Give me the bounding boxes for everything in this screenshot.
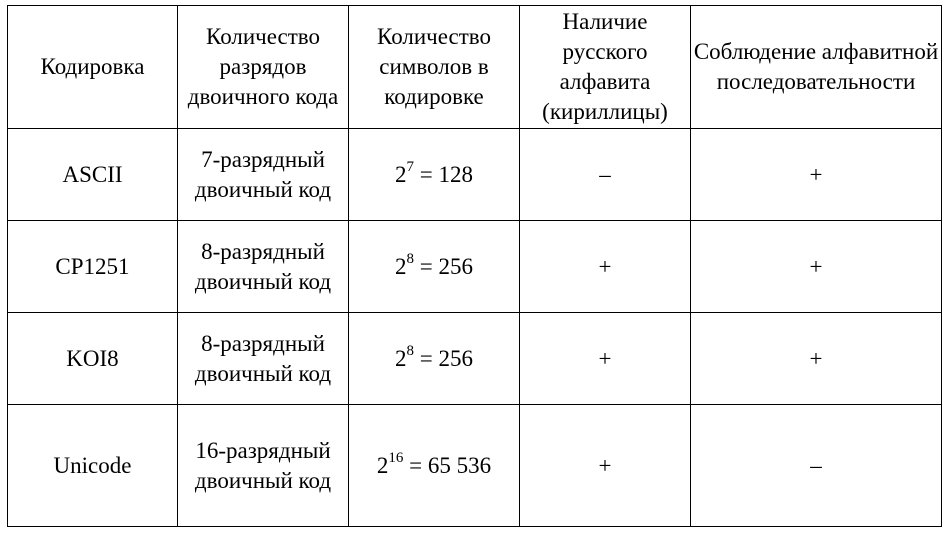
power-expression xyxy=(395,158,473,187)
cell-alphabet-order: – xyxy=(691,405,942,527)
power-exponent: 8 xyxy=(406,250,414,267)
cell-alphabet-order: + xyxy=(691,221,942,313)
power-base: 2 xyxy=(395,161,407,187)
cell-bits: 8-разрядный двоичный код xyxy=(178,221,349,313)
power-exponent: 7 xyxy=(406,158,414,175)
cell-bits-text: 16-разрядный двоичный код xyxy=(194,437,332,493)
cell-encoding: KOI8 xyxy=(8,313,178,405)
cell-bits xyxy=(178,405,349,527)
header-encoding: Кодировка xyxy=(8,6,178,129)
cell-symbol-count xyxy=(349,129,520,221)
table-row xyxy=(8,221,942,313)
table-row xyxy=(8,405,942,527)
header-bit-count: Количество разрядов двоичного кода xyxy=(178,6,349,129)
cell-alphabet-order: + xyxy=(691,129,942,221)
power-expression xyxy=(376,449,492,478)
cell-encoding: CP1251 xyxy=(8,221,178,313)
cell-bits: 8-разрядный двоичный код xyxy=(178,313,349,405)
power-exponent: 8 xyxy=(406,342,414,359)
cell-symbol-count xyxy=(349,221,520,313)
header-alphabet-order: Соблюдение алфавитной последовательности xyxy=(691,6,942,129)
encodings-table xyxy=(7,5,942,527)
cell-cyrillic: + xyxy=(520,405,691,527)
power-exponent: 16 xyxy=(388,449,404,466)
table-row xyxy=(8,129,942,221)
table-header-row xyxy=(8,6,942,129)
power-result: = 65 536 xyxy=(403,452,492,478)
power-result: = 256 xyxy=(414,253,473,279)
cell-symbol-count xyxy=(349,313,520,405)
cell-cyrillic: + xyxy=(520,313,691,405)
power-base: 2 xyxy=(376,452,389,478)
cell-cyrillic: + xyxy=(520,221,691,313)
power-expression xyxy=(395,250,473,279)
header-cyrillic: Наличие русского алфавита (кириллицы) xyxy=(520,6,691,129)
cell-bits: 7-разрядный двоичный код xyxy=(178,129,349,221)
cell-cyrillic: – xyxy=(520,129,691,221)
cell-symbol-count xyxy=(349,405,520,527)
power-result: = 256 xyxy=(414,345,473,371)
power-expression xyxy=(395,342,473,371)
power-result: = 128 xyxy=(414,161,473,187)
power-base: 2 xyxy=(395,345,407,371)
cell-alphabet-order: + xyxy=(691,313,942,405)
cell-encoding: ASCII xyxy=(8,129,178,221)
header-symbol-count: Количество символов в кодировке xyxy=(349,6,520,129)
power-base: 2 xyxy=(395,253,407,279)
table-row xyxy=(8,313,942,405)
cell-encoding: Unicode xyxy=(8,405,178,527)
